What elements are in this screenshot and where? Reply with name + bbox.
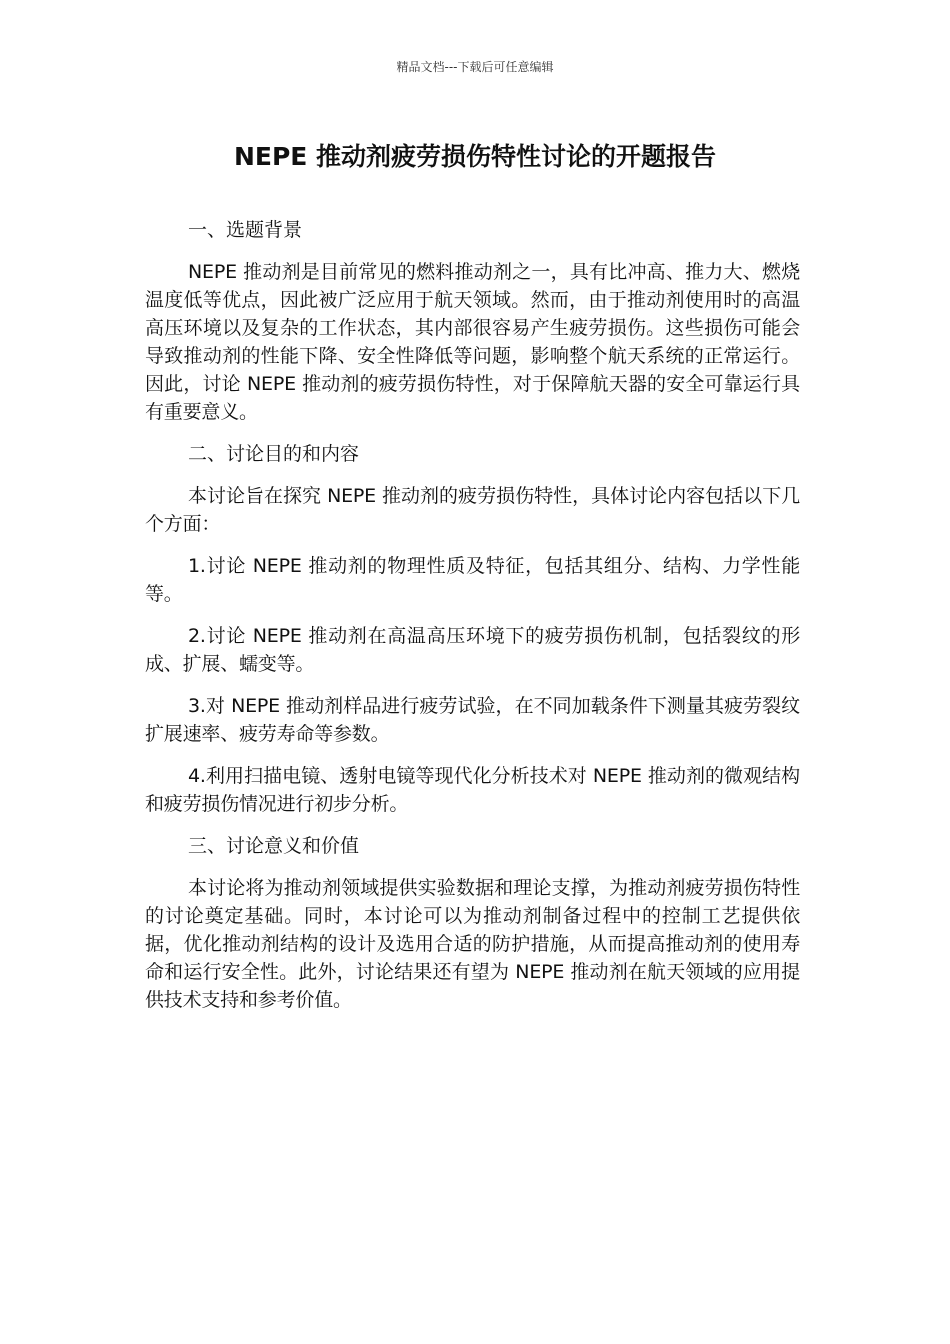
list-item-3: 3.对 NEPE 推动剂样品进行疲劳试验，在不同加载条件下测量其疲劳裂纹扩展速率、疲劳寿命等参数。 [145,695,800,745]
paragraph-purpose-intro: 本讨论旨在探究 NEPE 推动剂的疲劳损伤特性，具体讨论内容包括以下几个方面： [145,485,800,535]
paragraph-significance: 本讨论将为推动剂领域提供实验数据和理论支撑，为推动剂疲劳损伤特性的讨论奠定基础。同时，本讨论可以为推动剂制备过程中的控制工艺提供依据，优化推动剂结构的设计及选用合适的防护措施，从而提高推动剂的使用寿命和运行安全性。此外，讨论结果还有望为 NEPE 推动剂在航天领域的应用提供技术支持和参考价值。 [145,877,800,1011]
list-item-2: 2.讨论 NEPE 推动剂在高温高压环境下的疲劳损伤机制，包括裂纹的形成、扩展、蠕变等。 [145,625,800,675]
section-heading-background: 一、选题背景 [188,219,303,241]
document-body [145,216,800,1028]
page-title: NEPE 推动剂疲劳损伤特性讨论的开题报告 [233,142,717,171]
section-heading-purpose: 二、讨论目的和内容 [188,443,360,465]
list-item-4: 4.利用扫描电镜、透射电镜等现代化分析技术对 NEPE 推动剂的微观结构和疲劳损伤情况进行初步分析。 [145,765,800,815]
list-item-1: 1.讨论 NEPE 推动剂的物理性质及特征，包括其组分、结构、力学性能等。 [145,555,800,605]
header-note: 精品文档---下载后可任意编辑 [396,60,554,74]
section-heading-significance: 三、讨论意义和价值 [188,835,360,857]
paragraph-background: NEPE 推动剂是目前常见的燃料推动剂之一，具有比冲高、推力大、燃烧温度低等优点，因此被广泛应用于航天领域。然而，由于推动剂使用时的高温高压环境以及复杂的工作状态，其内部很容易产生疲劳损伤。这些损伤可能会导致推动剂的性能下降、安全性降低等问题，影响整个航天系统的正常运行。因此，讨论 NEPE 推动剂的疲劳损伤特性，对于保障航天器的安全可靠运行具有重要意义。 [145,261,800,423]
